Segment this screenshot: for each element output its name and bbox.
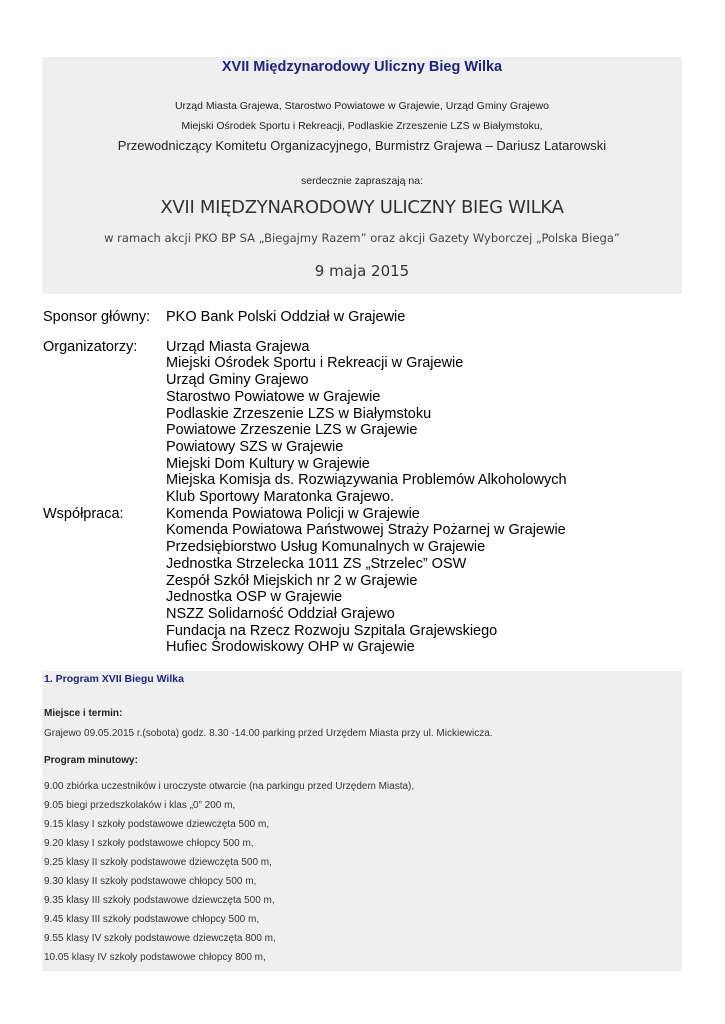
schedule-item: 10.05 klasy IV szkoły podstawowe chłopcy 800 m, [44, 952, 266, 963]
sponsor-row [43, 309, 703, 326]
organizer-item: Podlaskie Zrzeszenie LZS w Białymstoku [166, 405, 432, 422]
cooperation-item: Przedsiębiorstwo Usług Komunalnych w Grajewie [166, 539, 486, 556]
schedule-item: 9.35 klasy III szkoły podstawowe dziewczęta 500 m, [44, 895, 275, 906]
schedule-label: Program minutowy: [44, 755, 138, 766]
invite-text: serdecznie zapraszają na: [301, 175, 423, 187]
organizer-item: Klub Sportowy Maratonka Grajewo. [166, 489, 395, 506]
hosts-line-1: Urząd Miasta Grajewa, Starostwo Powiatowe w Grajewie, Urząd Gminy Grajewo [174, 100, 550, 112]
document-title: XVII Międzynarodowy Uliczny Bieg Wilka [221, 59, 503, 75]
cooperation-label: Współpraca: [43, 505, 124, 522]
cooperation-item: Fundacja na Rzecz Rozwoju Szpitala Grajewskiego [166, 622, 498, 639]
organizer-item: Powiatowe Zrzeszenie LZS w Grajewie [166, 422, 418, 439]
sponsor-value: PKO Bank Polski Oddział w Grajewie [166, 309, 406, 325]
program-heading: 1. Program XVII Biegu Wilka [44, 673, 184, 685]
schedule-list [44, 777, 414, 967]
cooperation-item: Jednostka OSP w Grajewie [166, 589, 343, 606]
cooperation-row [43, 506, 703, 656]
organizer-item: Miejski Ośrodek Sportu i Rekreacji w Grajewie [166, 355, 464, 372]
organizers-row [43, 339, 703, 506]
schedule-item: 9.55 klasy IV szkoły podstawowe dziewczęta 800 m, [44, 933, 276, 944]
organizers-section [43, 309, 703, 656]
cooperation-item: Komenda Powiatowa Policji w Grajewie [166, 505, 420, 522]
committee-chair: Przewodniczący Komitetu Organizacyjnego, Burmistrz Grajewa – Dariusz Latarowski [117, 138, 607, 153]
cooperation-item: Komenda Powiatowa Państwowej Straży Pożarnej w Grajewie [166, 522, 566, 539]
organizer-item: Urząd Miasta Grajewa [166, 338, 310, 355]
organizer-item: Miejska Komisja ds. Rozwiązywania Problemów Alkoholowych [166, 472, 567, 489]
sponsor-label: Sponsor główny: [43, 309, 151, 325]
organizers-list [166, 339, 703, 506]
place-text: Grajewo 09.05.2015 r.(sobota) godz. 8.30 -14.00 parking przed Urzędem Miasta przy ul. Mickiewicza. [44, 728, 493, 739]
organizers-label: Organizatorzy: [43, 338, 138, 355]
program-section [42, 671, 682, 971]
schedule-item: 9.25 klasy II szkoły podstawowe dziewczęta 500 m, [44, 857, 272, 868]
cooperation-item: Hufiec Środowiskowy OHP w Grajewie [166, 639, 415, 656]
schedule-item: 9.00 zbiórka uczestników i uroczyste otwarcie (na parkingu przed Urzędem Miasta), [44, 781, 415, 792]
organizer-item: Powiatowy SZS w Grajewie [166, 438, 344, 455]
organizer-item: Miejski Dom Kultury w Grajewie [166, 455, 370, 472]
cooperation-item: NSZZ Solidarność Oddział Grajewo [166, 605, 395, 622]
schedule-item: 9.15 klasy I szkoły podstawowe dziewczęta 500 m, [44, 819, 270, 830]
cooperation-list [166, 506, 703, 656]
event-subtitle: w ramach akcji PKO BP SA „Biegajmy Razem” oraz akcji Gazety Wyborczej „Polska Biega” [104, 231, 620, 245]
hosts-line-2: Miejski Ośrodek Sportu i Rekreacji, Podlaskie Zrzeszenie LZS w Białymstoku, [181, 120, 543, 132]
schedule-item: 9.30 klasy II szkoły podstawowe chłopcy 500 m, [44, 876, 257, 887]
organizer-item: Urząd Gminy Grajewo [166, 372, 309, 389]
cooperation-item: Jednostka Strzelecka 1011 ZS „Strzelec” OSW [166, 555, 467, 572]
schedule-item: 9.05 biegi przedszkolaków i klas „0” 200 m, [44, 800, 236, 811]
invitation-header [42, 57, 682, 294]
cooperation-item: Zespół Szkół Miejskich nr 2 w Grajewie [166, 572, 418, 589]
schedule-item: 9.20 klasy I szkoły podstawowe chłopcy 500 m, [44, 838, 254, 849]
schedule-item: 9.45 klasy III szkoły podstawowe chłopcy 500 m, [44, 914, 260, 925]
event-name: XVII MIĘDZYNARODOWY ULICZNY BIEG WILKA [160, 197, 564, 218]
organizer-item: Starostwo Powiatowe w Grajewie [166, 388, 381, 405]
place-label: Miejsce i termin: [44, 708, 123, 719]
event-date: 9 maja 2015 [314, 262, 410, 280]
